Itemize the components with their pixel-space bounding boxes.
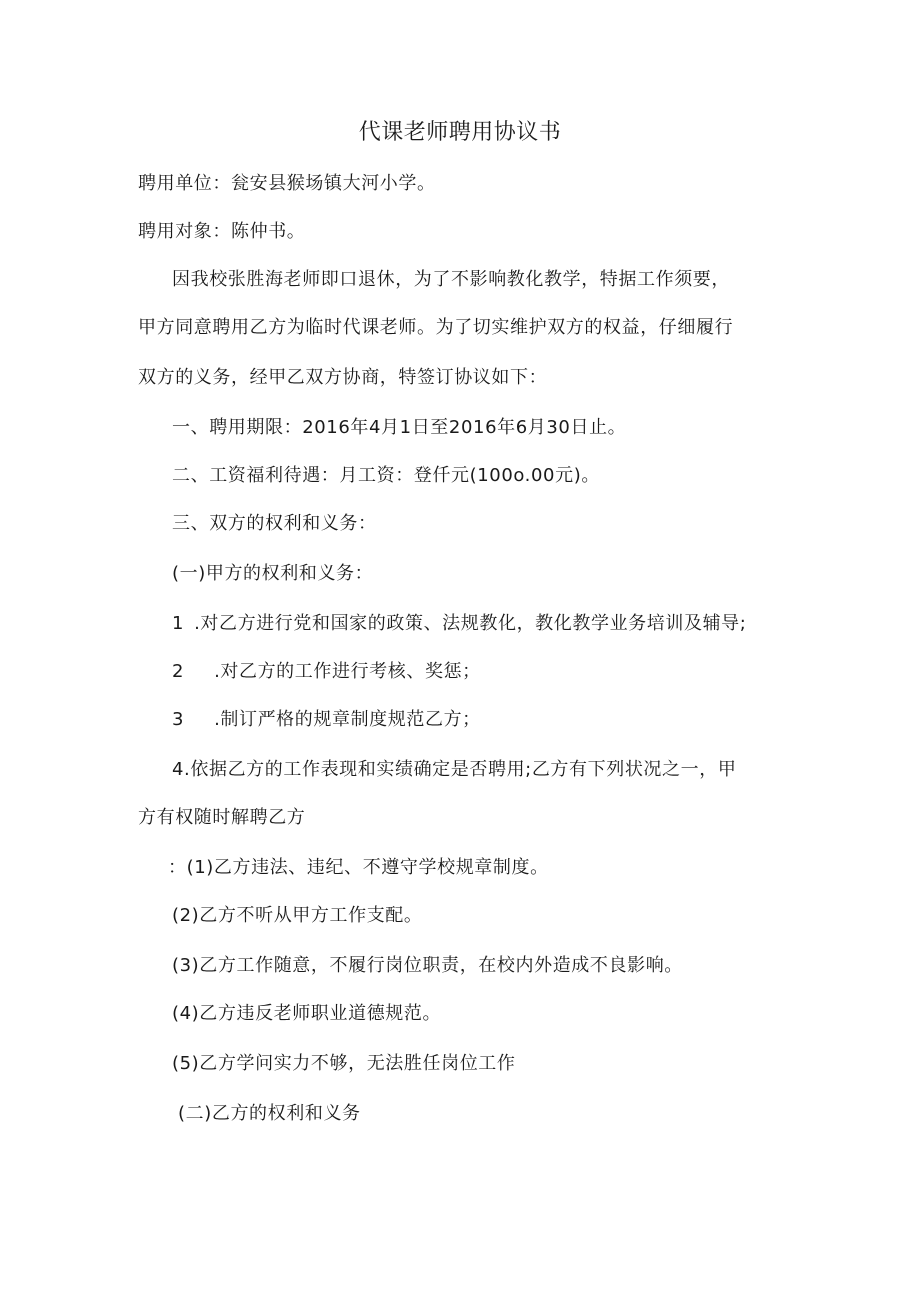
intro-paragraph-line: 双方的义务，经甲乙双方协商，特签订协议如下： bbox=[138, 367, 548, 388]
employee-line: 聘用对象：陈仲书。 bbox=[138, 221, 306, 242]
party-b-heading: (二)乙方的权利和义务 bbox=[178, 1103, 361, 1124]
document-title: 代课老师聘用协议书 bbox=[358, 120, 562, 145]
dismissal-condition: ：(1)乙方违法、违纪、不遵守学校规章制度。 bbox=[168, 857, 549, 878]
intro-paragraph-line: 甲方同意聘用乙方为临时代课老师。为了切实维护双方的权益，仔细履行 bbox=[138, 317, 734, 338]
item-text: .对乙方的工作进行考核、奖惩； bbox=[214, 661, 481, 682]
clause-salary: 二、工资福利待遇：月工资：登仟元(100o.00元)。 bbox=[172, 465, 600, 486]
party-a-item bbox=[172, 658, 481, 686]
clause-rights-heading: 三、双方的权利和义务： bbox=[172, 513, 377, 534]
item-text: .制订严格的规章制度规范乙方； bbox=[214, 709, 481, 730]
dismissal-condition: (2)乙方不听从甲方工作支配。 bbox=[172, 905, 423, 926]
clause-term: 一、聘用期限：2016年4月1日至2016年6月30日止。 bbox=[172, 417, 627, 438]
party-a-item-4: 4.依据乙方的工作表现和实绩确定是否聘用;乙方有下列状况之一，甲 bbox=[172, 759, 737, 780]
intro-paragraph-line: 因我校张胜海老师即口退休，为了不影响教化教学，特据工作须要， bbox=[172, 269, 730, 290]
party-a-heading: (一)甲方的权利和义务： bbox=[172, 563, 374, 584]
party-a-item bbox=[172, 610, 746, 638]
dismissal-condition: (5)乙方学问实力不够，无法胜任岗位工作 bbox=[172, 1053, 516, 1074]
party-a-item-4-continued: 方有权随时解聘乙方 bbox=[138, 807, 306, 828]
item-number: 1 bbox=[172, 613, 185, 634]
item-number: 3 bbox=[172, 709, 185, 730]
dismissal-condition: (3)乙方工作随意，不履行岗位职责，在校内外造成不良影响。 bbox=[172, 955, 683, 976]
item-text: .对乙方进行党和国家的政策、法规教化，教化教学业务培训及辅导; bbox=[194, 613, 747, 634]
employer-line: 聘用单位：瓮安县猴场镇大河小学。 bbox=[138, 173, 436, 194]
party-a-item bbox=[172, 706, 481, 734]
item-number: 2 bbox=[172, 661, 185, 682]
dismissal-condition: (4)乙方违反老师职业道德规范。 bbox=[172, 1003, 442, 1024]
